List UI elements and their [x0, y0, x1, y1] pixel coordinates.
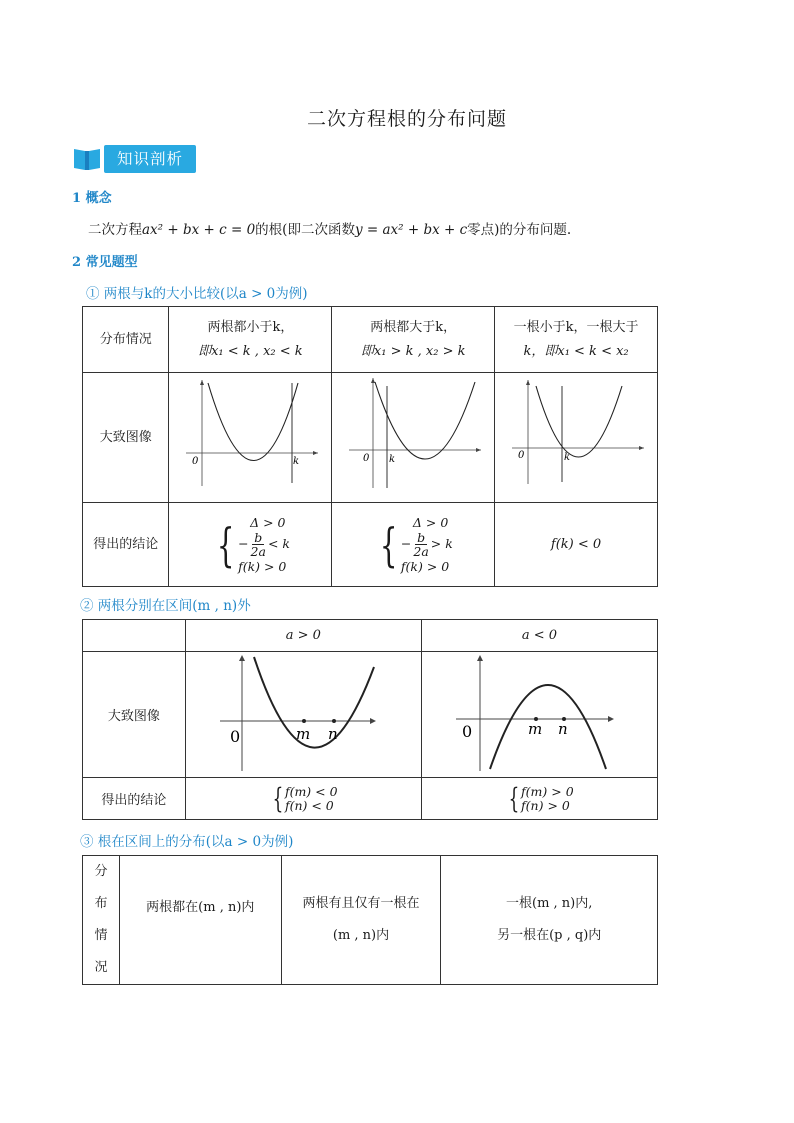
type2-graph2-cell: [421, 652, 657, 778]
type2-graph1-cell: [185, 652, 421, 778]
t3-col3-line2: 另一根在(p , q)内: [497, 928, 602, 943]
graph3-origin-label: 0: [518, 450, 525, 461]
concept-text: [88, 218, 571, 238]
graph1-k-label: k: [293, 456, 300, 467]
c1-line1: Δ > 0: [250, 515, 286, 530]
section-heading-concept: 1 概念: [72, 191, 112, 206]
t2g2-origin: 0: [462, 721, 473, 741]
type2-conclusion1: [185, 778, 421, 820]
graph2-k-label: k: [389, 454, 396, 465]
type2-row-label-conclusion: 得出的结论: [83, 778, 186, 820]
type1-col3-case: [495, 307, 658, 373]
c2-line2: − $\frac{b}{2a}$ > k: [400, 530, 453, 559]
type1-graph2-cell: [332, 373, 495, 503]
type1-col3-line1: 一根小于k，一根大于: [513, 319, 639, 335]
t2g2-n: n: [558, 719, 569, 738]
t3-label-char2: 布: [94, 896, 108, 911]
concept-eq2: y = ax² + bx + c: [354, 222, 468, 238]
type1-col3-line2: k，即x₁ < k < x₂: [523, 343, 629, 359]
t2g1-origin: 0: [230, 726, 241, 746]
type3-row-label: [83, 856, 120, 985]
concept-text-pre: 二次方程: [88, 222, 142, 238]
t3-label-char4: 况: [94, 960, 108, 975]
c2-line1: Δ > 0: [412, 515, 449, 530]
t2c2-line2: f(n) > 0: [521, 797, 570, 813]
section-banner: 知识剖析: [104, 145, 196, 173]
row-label-conclusion: 得出的结论: [83, 503, 169, 587]
concept-text-mid: 的根(即二次函数: [255, 222, 355, 238]
page-title: 二次方程根的分布问题: [306, 108, 507, 130]
type3-col1: [119, 856, 281, 985]
type1-col2-case: [332, 307, 495, 373]
t3-col2-line2: (m , n)内: [332, 928, 390, 943]
type1-graph3-cell: [495, 373, 658, 503]
t2c1-line2: f(n) < 0: [284, 797, 334, 813]
t3-label-char3: 情: [94, 928, 108, 943]
concept-eq1: ax² + bx + c = 0: [142, 222, 256, 238]
type1-col1-line1: 两根都小于k，: [207, 319, 294, 335]
graph3-k-label: k: [564, 452, 571, 463]
type2-empty-header: [83, 620, 186, 652]
conclusion2-system: { Δ > 0 − $\frac{b}{2a}$ > k f(k) > 0: [379, 515, 453, 574]
t2g2-m: m: [528, 719, 543, 738]
c2-line3: f(k) > 0: [400, 559, 450, 574]
graph-upward-parabola-outside-mn: [218, 653, 388, 773]
graph-roots-less-than-k: [180, 378, 320, 488]
type2-header-a-positive: a > 0: [185, 620, 421, 652]
type1-col1-line2: 即x₁ < k , x₂ < k: [198, 343, 303, 359]
t2-conclusion2-system: { f(m) > 0 f(n) > 0: [508, 781, 574, 815]
row-label-graph: 大致图像: [83, 373, 169, 503]
type2-header-a-negative: a < 0: [421, 620, 657, 652]
type1-graph1-cell: [169, 373, 332, 503]
graph2-origin-label: 0: [363, 453, 370, 464]
type1-conclusion3: f(k) < 0: [495, 503, 658, 587]
conclusion1-system: { Δ > 0 − $\frac{b}{2a}$ < k f(k) > 0: [216, 515, 290, 574]
type3-col2: [281, 856, 441, 985]
graph-roots-greater-than-k: [343, 376, 483, 490]
graph-downward-parabola-outside-mn: [454, 653, 624, 773]
c1-line3: f(k) > 0: [238, 559, 287, 574]
graph-k-between-roots: [506, 378, 646, 488]
type1-conclusion2: [332, 503, 495, 587]
t3-col2-line1: 两根有且仅有一根在: [302, 896, 420, 911]
type3-col3: [441, 856, 658, 985]
type2-table: [82, 619, 658, 820]
concept-text-post: 零点)的分布问题.: [467, 222, 572, 238]
t3-label-char1: 分: [94, 864, 108, 879]
type1-heading: ① 两根与k的大小比较(以a > 0为例): [86, 286, 308, 302]
section-heading-types: 2 常见题型: [72, 255, 138, 270]
type3-table: [82, 855, 658, 985]
row-label-distribution: 分布情况: [83, 307, 169, 373]
type1-col1-case: [169, 307, 332, 373]
graph1-origin-label: 0: [192, 456, 199, 467]
t3-col1-line1: 两根都在(m , n)内: [146, 900, 255, 915]
type2-conclusion2: [421, 778, 657, 820]
type3-heading: ③ 根在区间上的分布(以a > 0为例): [80, 834, 294, 850]
type1-conclusion1: [169, 503, 332, 587]
book-icon: [72, 146, 102, 172]
type2-heading: ② 两根分别在区间(m , n)外: [80, 598, 251, 614]
t3-col3-line1: 一根(m , n)内,: [506, 896, 593, 911]
type2-row-label-graph: 大致图像: [83, 652, 186, 778]
t2-conclusion1-system: { f(m) < 0 f(n) < 0: [272, 781, 338, 815]
t2g1-m: m: [296, 724, 311, 743]
t2g1-n: n: [328, 724, 338, 743]
t2c2-line1: f(m) > 0: [521, 783, 574, 799]
type1-col2-line1: 两根都大于k，: [370, 319, 457, 335]
t2c1-line1: f(m) < 0: [284, 783, 338, 799]
type1-col2-line2: 即x₁ > k , x₂ > k: [360, 343, 466, 359]
type1-table: [82, 306, 658, 587]
c1-line2: − $\frac{b}{2a}$ < k: [238, 530, 290, 559]
